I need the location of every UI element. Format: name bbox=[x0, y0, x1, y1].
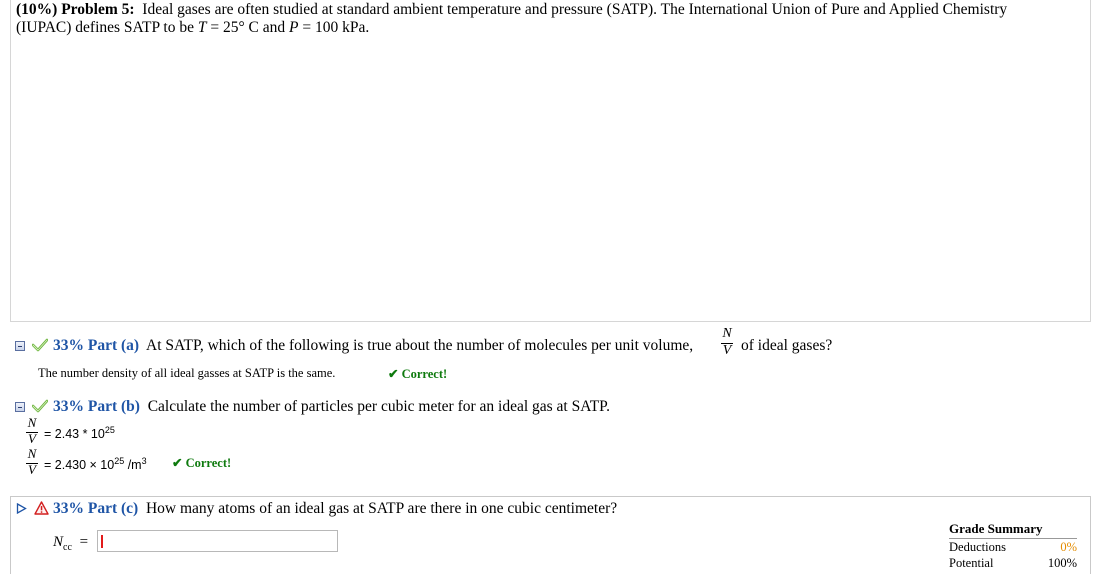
part-c-question: How many atoms of an ideal gas at SATP are there in one cubic centimeter? bbox=[145, 500, 618, 517]
part-c-variable bbox=[53, 534, 88, 553]
part-a-correct-status: ✔ Correct! bbox=[388, 367, 448, 381]
grade-deductions-row bbox=[949, 539, 1077, 555]
text-cursor bbox=[101, 535, 103, 548]
part-b-result-fraction bbox=[26, 446, 38, 478]
part-a-collapse-icon[interactable] bbox=[15, 341, 25, 351]
problem-text-line1: Ideal gases are often studied at standard ambient temperature and pressure (SATP). The International Union of Pure and Applied Chemistry bbox=[142, 1, 1008, 18]
part-a-fraction bbox=[721, 326, 733, 359]
part-b-check-icon bbox=[32, 399, 48, 413]
part-a-question: At SATP, which of the following is true about the number of molecules per unit volume, bbox=[146, 337, 694, 354]
part-b-collapse-icon[interactable] bbox=[15, 402, 25, 412]
part-b-entered-exponent: 25 bbox=[104, 425, 115, 435]
part-b-name: Part (b) bbox=[87, 398, 140, 415]
grade-summary bbox=[949, 521, 1077, 571]
part-b-result-unit: /m bbox=[124, 458, 142, 472]
part-b-correct-status: ✔ Correct! bbox=[172, 456, 232, 470]
part-b-question: Calculate the number of particles per cubic meter for an ideal gas at SATP. bbox=[147, 398, 610, 415]
part-a-check-icon bbox=[32, 338, 48, 352]
part-b-result-mantissa: = 2.430 × 10 bbox=[44, 458, 115, 472]
problem-statement bbox=[16, 1, 1076, 37]
part-c-label[interactable] bbox=[53, 500, 138, 517]
part-c-heading bbox=[53, 500, 617, 518]
part-b-entered-answer bbox=[44, 425, 115, 441]
deductions-label: Deductions bbox=[949, 540, 1006, 554]
part-c-percent: 33% bbox=[53, 500, 84, 517]
part-c-var-name: N bbox=[53, 534, 64, 550]
temperature-value: = 25° C and bbox=[206, 19, 290, 36]
part-b-result-frac-num: N bbox=[27, 446, 37, 461]
part-b-entered-mantissa: = 2.43 * 10 bbox=[44, 427, 105, 441]
pressure-value: = 100 kPa. bbox=[298, 19, 370, 36]
part-b-result-frac-den: V bbox=[28, 462, 36, 477]
part-b-result-unit-exponent: 3 bbox=[141, 456, 147, 466]
part-a-frac-num: N bbox=[722, 326, 732, 341]
part-b-frac-den: V bbox=[28, 431, 36, 446]
part-c-equals: = bbox=[79, 534, 89, 550]
problem-title: Problem 5: bbox=[61, 1, 135, 18]
pressure-symbol: P bbox=[289, 19, 299, 36]
part-c-name: Part (c) bbox=[87, 500, 139, 517]
part-b-frac-num: N bbox=[27, 415, 37, 430]
part-b-heading bbox=[53, 398, 610, 416]
part-b-result-exponent: 25 bbox=[114, 456, 125, 466]
warning-icon bbox=[34, 501, 49, 515]
part-a-answer: The number density of all ideal gasses at SATP is the same. bbox=[38, 366, 336, 380]
part-a-heading bbox=[53, 337, 693, 355]
expand-arrow-icon[interactable] bbox=[16, 503, 27, 514]
grade-summary-title: Grade Summary bbox=[949, 521, 1077, 539]
part-c-var-sub: cc bbox=[63, 542, 72, 553]
part-a-label[interactable] bbox=[53, 337, 139, 354]
deductions-value: 0% bbox=[1060, 540, 1077, 554]
part-a-question-end: of ideal gases? bbox=[741, 337, 833, 354]
part-a-name: Part (a) bbox=[87, 337, 140, 354]
potential-value: 100% bbox=[1047, 556, 1077, 570]
grade-potential-row bbox=[949, 555, 1077, 571]
part-b-percent: 33% bbox=[53, 398, 84, 415]
problem-weight: (10%) bbox=[16, 1, 58, 18]
part-a-frac-den: V bbox=[722, 343, 732, 358]
problem-text-line2: (IUPAC) defines SATP to be bbox=[16, 19, 198, 36]
part-a-percent: 33% bbox=[53, 337, 84, 354]
potential-label: Potential bbox=[949, 556, 994, 570]
part-c-answer-input[interactable] bbox=[97, 530, 338, 552]
part-b-result bbox=[44, 456, 147, 472]
temperature-symbol: T bbox=[197, 19, 207, 36]
problem-box bbox=[10, 0, 1091, 322]
part-b-label[interactable] bbox=[53, 398, 140, 415]
part-b-entered-fraction bbox=[26, 415, 38, 447]
